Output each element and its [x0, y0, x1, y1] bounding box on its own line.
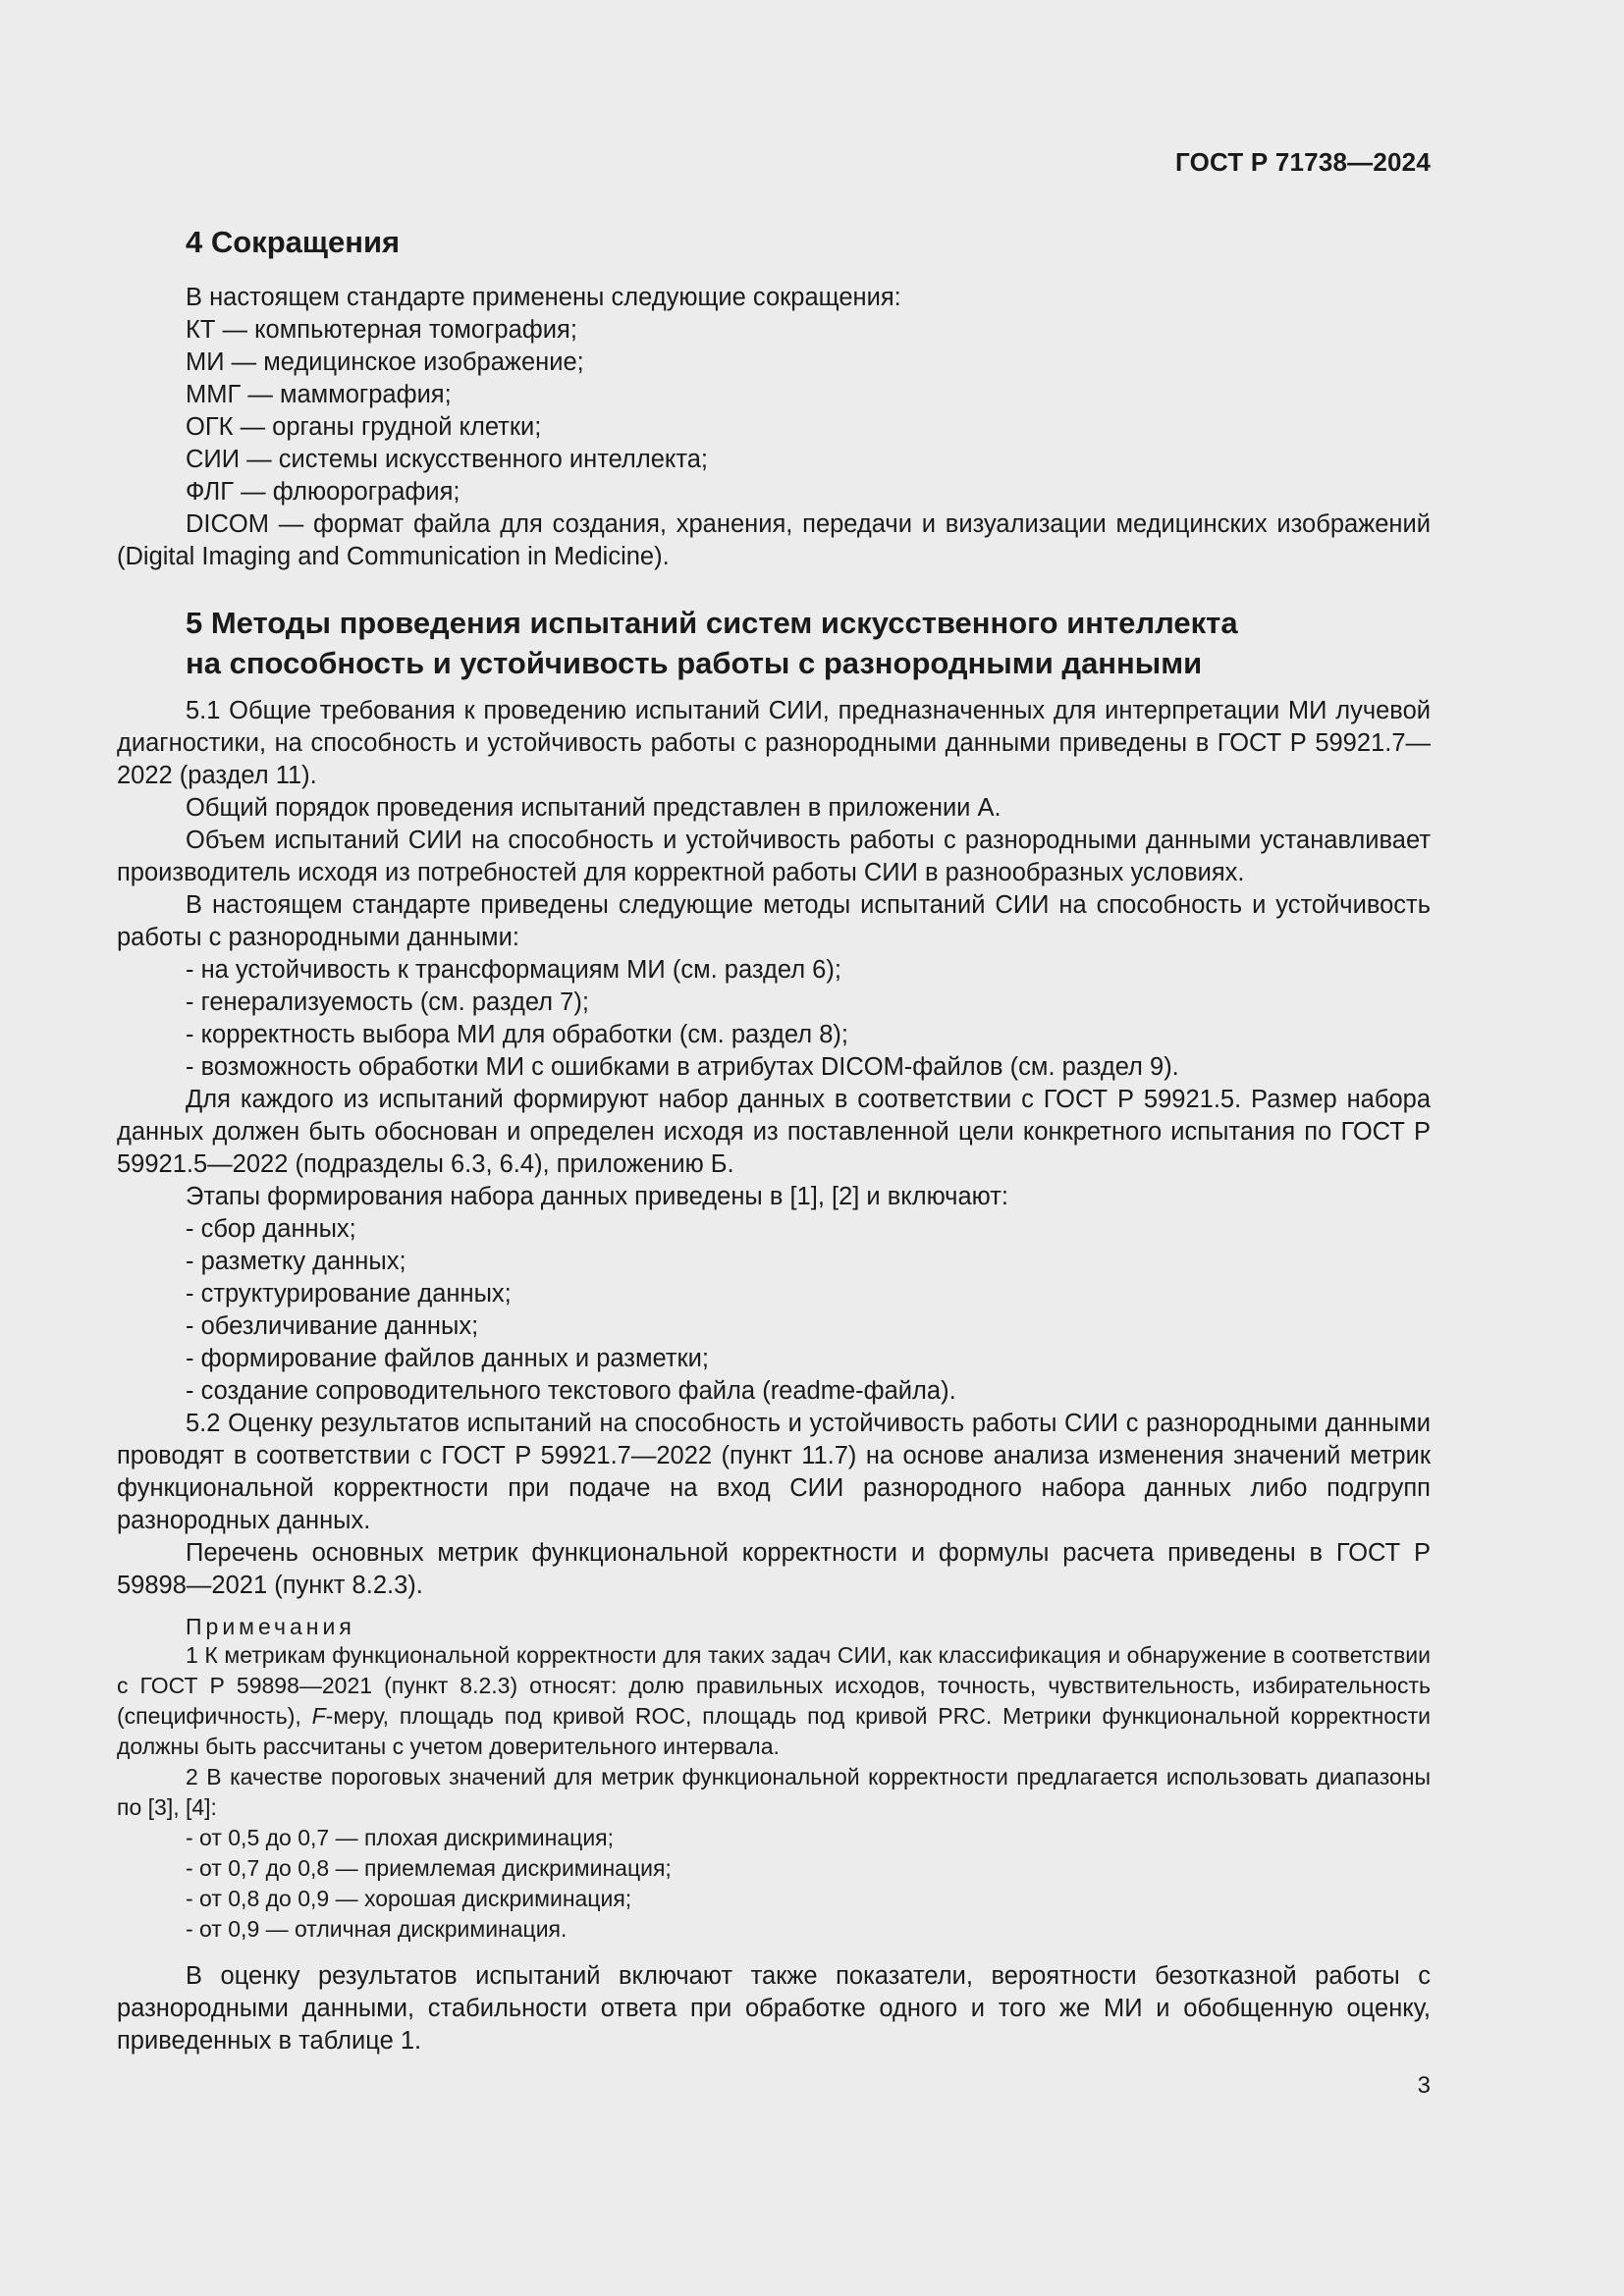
- method-item: - возможность обработки МИ с ошибками в атрибутах DICOM-файлов (см. раздел 9).: [186, 1053, 1179, 1081]
- notes-heading: Примечания: [186, 1614, 355, 1639]
- range-item: - от 0,7 до 0,8 — приемлемая дискриминация;: [186, 1855, 672, 1881]
- range-item: - от 0,9 — отличная дискриминация.: [186, 1916, 568, 1942]
- paragraph-5-1: 5.1 Общие требования к проведению испытаний СИИ, предназначенных для интерпретации МИ лучевой диагностики, на способность и устойчивость работы с разнородными данными приведены в ГОСТ Р 59921.7—2022 (раздел 11).: [117, 697, 1431, 789]
- note-2: 2 В качестве пороговых значений для метрик функциональной корректности предлагается использовать диапазоны по [3], [4]:: [117, 1764, 1431, 1820]
- paragraph-stages-intro: Этапы формирования набора данных приведены в [1], [2] и включают:: [186, 1183, 1008, 1210]
- section-5-title-line2: на способность и устойчивость работы с разнородными данными: [186, 646, 1203, 680]
- method-item: - на устойчивость к трансформациям МИ (см. раздел 6);: [186, 956, 841, 984]
- abbrev-item: МИ — медицинское изображение;: [186, 348, 584, 376]
- paragraph-scope: Объем испытаний СИИ на способность и устойчивость работы с разнородными данными устанавливает производитель исходя из потребностей для корректной работы СИИ в разнообразных условиях.: [117, 827, 1431, 886]
- abbrev-item: СИИ — системы искусственного интеллекта;: [186, 446, 708, 473]
- paragraph-dataset: Для каждого из испытаний формируют набор данных в соответствии с ГОСТ Р 59921.5. Размер набора данных должен быть обоснован и определен исходя из поставленной цели конкретного испытания по ГОСТ Р 59921.5—2022 (подразделы 6.3, 6.4), приложению Б.: [117, 1086, 1431, 1178]
- paragraph-evaluation: В оценку результатов испытаний включают также показатели, вероятности безотказной работы с разнородными данными, стабильности ответа при обработке одного и того же МИ и обобщенную оценку, приведенных в таблице 1.: [117, 1962, 1431, 2055]
- page-number: 3: [1417, 2072, 1431, 2099]
- section-4-title: 4 Сокращения: [186, 225, 401, 259]
- stage-item: - структурирование данных;: [186, 1280, 512, 1308]
- abbrev-dicom: DICOM — формат файла для создания, хранения, передачи и визуализации медицинских изображений (Digital Imaging and Communication in Medicine).: [117, 510, 1431, 570]
- note-1-text-b: -меру, площадь под кривой ROC, площадь под кривой PRC. Метрики функциональной корректности должны быть рассчитаны с учетом доверительного интервала.: [117, 1703, 1431, 1759]
- stage-item: - создание сопроводительного текстового файла (readme-файла).: [186, 1377, 956, 1405]
- abbrev-item: ОГК — органы грудной клетки;: [186, 413, 542, 441]
- page-content: [117, 222, 1431, 2057]
- abbrev-item: ММГ — маммография;: [186, 381, 452, 408]
- range-item: - от 0,5 до 0,7 — плохая дискриминация;: [186, 1825, 615, 1850]
- note-1-f-symbol: F: [311, 1703, 326, 1729]
- note-1: [117, 1640, 1431, 1762]
- abbrev-item: КТ — компьютерная томография;: [186, 316, 577, 344]
- section-5-title: [117, 603, 1431, 683]
- note-1-text-a: 1 К метрикам функциональной корректности для таких задач СИИ, как классификация и обнаружение в соответствии с ГОСТ Р 59898—2021 (пункт 8.2.3) относят: долю правильных исходов, точность, чувствительность, избирательность (специфичность),: [117, 1642, 1431, 1729]
- stage-item: - сбор данных;: [186, 1215, 356, 1243]
- paragraph-methods-intro: В настоящем стандарте приведены следующие методы испытаний СИИ на способность и устойчивость работы с разнородными данными:: [117, 891, 1431, 951]
- abbrev-item: ФЛГ — флюорография;: [186, 478, 460, 506]
- method-item: - корректность выбора МИ для обработки (см. раздел 8);: [186, 1021, 848, 1048]
- section-5-title-line1: 5 Методы проведения испытаний систем искусственного интеллекта: [186, 606, 1238, 640]
- paragraph-metrics: Перечень основных метрик функциональной корректности и формулы расчета приведены в ГОСТ Р 59898—2021 (пункт 8.2.3).: [117, 1539, 1431, 1599]
- stage-item: - формирование файлов данных и разметки;: [186, 1345, 709, 1372]
- abbrev-intro: В настоящем стандарте применены следующие сокращения:: [186, 284, 901, 311]
- stage-item: - обезличивание данных;: [186, 1312, 479, 1340]
- stage-item: - разметку данных;: [186, 1248, 406, 1275]
- standard-code: ГОСТ Р 71738—2024: [1175, 147, 1431, 177]
- paragraph-order: Общий порядок проведения испытаний представлен в приложении А.: [186, 794, 1001, 822]
- paragraph-5-2: 5.2 Оценку результатов испытаний на способность и устойчивость работы СИИ с разнородными данными проводят в соответствии с ГОСТ Р 59921.7—2022 (пункт 11.7) на основе анализа изменения значений метрик функциональной корректности при подаче на вход СИИ разнородного набора данных либо подгрупп разнородных данных.: [117, 1410, 1431, 1534]
- method-item: - генерализуемость (см. раздел 7);: [186, 988, 589, 1016]
- range-item: - от 0,8 до 0,9 — хорошая дискриминация;: [186, 1886, 632, 1911]
